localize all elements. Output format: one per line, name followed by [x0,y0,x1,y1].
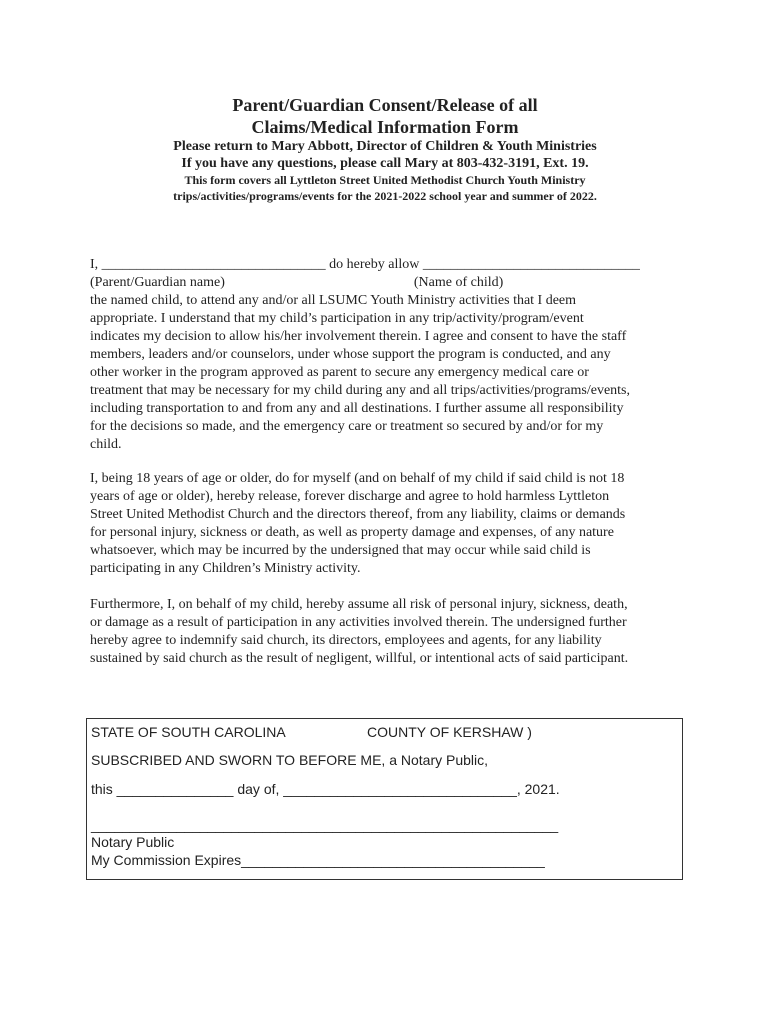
consent-blank-captions: (Parent/Guardian name) (Name of child) [90,275,504,290]
release-text-line: participating in any Children’s Ministry activity. [90,561,361,576]
release-text-line: whatsoever, which may be incurred by the undersigned that may occur while said child is [90,543,591,558]
consent-text-line: indicates my decision to allow his/her involvement therein. I agree and consent to have the staff [90,329,627,344]
form-header [0,94,770,204]
consent-text-line: other worker in the program approved as parent to secure any emergency medical care or [90,365,589,380]
consent-text-line: treatment that may be necessary for my child during any and all trips/activities/programs/events, [90,383,631,398]
form-title-line1: Parent/Guardian Consent/Release of all [232,95,538,115]
consent-text-line: for the decisions so made, and the emergency care or treatment so secured by and/or for my [90,419,604,434]
form-title-line2: Claims/Medical Information Form [251,117,519,137]
notary-county: COUNTY OF KERSHAW ) [367,724,532,740]
consent-text-line: child. [90,437,122,452]
notary-signature-line[interactable]: ____________________________________________________________ [91,817,559,833]
commission-expires-line[interactable]: My Commission Expires_______________________________________ [91,852,545,868]
return-instructions: Please return to Mary Abbott, Director of Children & Youth Ministries [173,139,597,154]
consent-paragraph [90,256,690,454]
contact-instructions: If you have any questions, please call Mary at 803-432-3191, Ext. 19. [181,156,589,171]
release-text-line: years of age or older), hereby release, forever discharge and agree to hold harmless Lyttleton [90,489,610,504]
consent-text-line: members, leaders and/or counselors, under whose support the program is conducted, and any [90,347,611,362]
release-text-line: Street United Methodist Church and the directors thereof, from any liability, claims or demands [90,507,626,522]
notary-box [86,718,683,880]
indemnity-text-line: or damage as a result of participation in any activities involved therein. The undersigned further [90,615,627,630]
notary-sworn-statement: SUBSCRIBED AND SWORN TO BEFORE ME, a Notary Public, [91,752,489,768]
notary-state: STATE OF SOUTH CAROLINA [91,724,286,740]
consent-text-line: including transportation to and from any and all destinations. I further assume all responsibility [90,401,624,416]
release-text-line: for personal injury, sickness or death, as well as property damage and expenses, of any nature [90,525,614,540]
indemnity-text-line: hereby agree to indemnify said church, its directors, employees and agents, for any liability [90,633,602,648]
indemnity-text-line: sustained by said church as the result of negligent, willful, or intentional acts of said participant. [90,651,629,666]
release-paragraph [90,470,690,578]
consent-text-line: the named child, to attend any and/or all LSUMC Youth Ministry activities that I deem [90,293,577,308]
coverage-line2: trips/activities/programs/events for the 2021-2022 school year and summer of 2022. [173,189,597,203]
coverage-line1: This form covers all Lyttleton Street United Methodist Church Youth Ministry [184,173,586,187]
notary-public-label: Notary Public [91,834,175,850]
indemnity-paragraph [90,596,690,668]
consent-text-line: appropriate. I understand that my child’s participation in any trip/activity/program/event [90,311,584,326]
notary-date-line[interactable]: this _______________ day of, ______________________________, 2021. [91,781,560,797]
indemnity-text-line: Furthermore, I, on behalf of my child, hereby assume all risk of personal injury, sickness, death, [90,597,628,612]
consent-blank-line[interactable]: I, ________________________________ do hereby allow _______________________________ [90,257,640,272]
release-text-line: I, being 18 years of age or older, do for myself (and on behalf of my child if said child is not 18 [90,471,625,486]
